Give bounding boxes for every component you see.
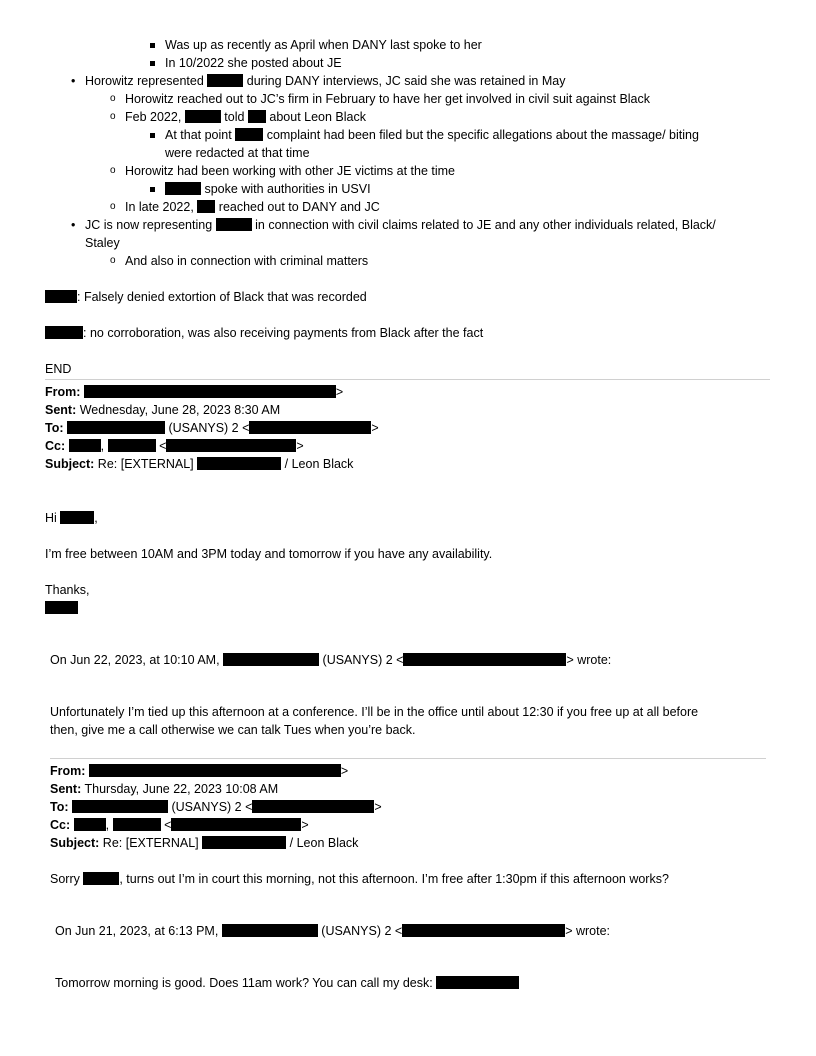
note-text: were redacted at that time xyxy=(165,146,310,160)
field-label: Subject: xyxy=(45,457,95,471)
field-label: Cc: xyxy=(50,818,71,832)
redaction xyxy=(235,128,263,141)
note-text: Horowitz reached out to JC’s firm in February to have her get involved in civil suit against Black xyxy=(125,92,651,106)
quote-text: On Jun 22, 2023, at 10:10 AM, xyxy=(50,653,220,667)
redaction xyxy=(89,764,341,777)
quote-body: then, give me a call otherwise we can talk Tues when you’re back. xyxy=(50,723,416,737)
note-item xyxy=(165,181,371,197)
email-sent xyxy=(50,781,278,797)
note-item xyxy=(165,37,482,53)
field-value: Re: [EXTERNAL] xyxy=(102,836,199,850)
redaction xyxy=(185,110,221,123)
note-item xyxy=(125,253,368,269)
greeting-text: Hi xyxy=(45,511,57,525)
note-item xyxy=(125,163,455,179)
field-value: / Leon Black xyxy=(289,836,359,850)
note-text: reached out to DANY and JC xyxy=(218,200,380,214)
quote-body: Unfortunately I’m tied up this afternoon at a conference. I’ll be in the office until about 12:30 if you free up at all before xyxy=(50,705,699,719)
note-text: At that point xyxy=(165,128,232,142)
field-label: To: xyxy=(50,800,69,814)
body-text: , turns out I’m in court this morning, not this afternoon. I’m free after 1:30pm if this afternoon works? xyxy=(119,872,669,886)
separator xyxy=(45,379,770,380)
redaction xyxy=(72,800,168,813)
email-signature xyxy=(45,600,78,616)
redaction xyxy=(171,818,301,831)
field-label: From: xyxy=(45,385,81,399)
quote-text: Tomorrow morning is good. Does 11am work? You can call my desk: xyxy=(55,976,433,990)
email-from: From: > xyxy=(50,764,349,778)
email-subject xyxy=(45,456,353,472)
note-text: Staley xyxy=(85,236,120,250)
email-greeting: Hi , xyxy=(45,511,98,525)
body-text: Sorry xyxy=(50,872,80,886)
redaction xyxy=(69,439,101,452)
end-marker: END xyxy=(45,362,72,376)
field-label: From: xyxy=(50,764,86,778)
note-text: In 10/2022 she posted about JE xyxy=(165,56,342,70)
field-value: Wednesday, June 28, 2023 8:30 AM xyxy=(79,403,281,417)
redaction xyxy=(45,326,83,339)
redaction xyxy=(436,976,519,989)
email-to: To: (USANYS) 2 < > xyxy=(50,800,382,814)
note-text: spoke with authorities in USVI xyxy=(204,182,371,196)
quote-body xyxy=(55,975,519,991)
field-value: Re: [EXTERNAL] xyxy=(97,457,194,471)
quote-text: > wrote: xyxy=(565,924,611,938)
email-body xyxy=(50,871,669,887)
field-value: / Leon Black xyxy=(284,457,354,471)
quote-text: (USANYS) 2 < xyxy=(322,653,404,667)
redaction xyxy=(249,421,371,434)
email-cc: Cc: , < > xyxy=(45,439,304,453)
email-signoff: Thanks, xyxy=(45,583,90,597)
separator xyxy=(50,758,766,759)
note-item xyxy=(85,73,565,89)
email-body: I’m free between 10AM and 3PM today and tomorrow if you have any availability. xyxy=(45,547,493,561)
redaction xyxy=(83,872,119,885)
redaction xyxy=(45,290,77,303)
redaction xyxy=(67,421,165,434)
email-subject xyxy=(50,835,358,851)
redaction xyxy=(197,457,281,470)
redaction xyxy=(222,924,318,937)
quote-text: On Jun 21, 2023, at 6:13 PM, xyxy=(55,924,219,938)
field-value: (USANYS) 2 < xyxy=(171,800,253,814)
note-item xyxy=(165,55,342,71)
redaction xyxy=(216,218,252,231)
email-to: To: (USANYS) 2 < > xyxy=(45,421,379,435)
note-text: in connection with civil claims related to JE and any other individuals related, Black/ xyxy=(255,218,716,232)
note-text: about Leon Black xyxy=(269,110,366,124)
redaction xyxy=(45,601,78,614)
note-item xyxy=(125,109,366,125)
email-cc: Cc: , < > xyxy=(50,818,309,832)
redaction xyxy=(202,836,286,849)
note-item xyxy=(125,199,380,215)
redaction xyxy=(165,182,201,195)
note-item xyxy=(85,217,716,233)
note-text: JC is now representing xyxy=(85,218,213,232)
redaction xyxy=(74,818,106,831)
redaction xyxy=(248,110,266,123)
redaction xyxy=(84,385,336,398)
note-text: told xyxy=(224,110,245,124)
note-text: : no corroboration, was also receiving payments from Black after the fact xyxy=(83,326,484,340)
note-item xyxy=(165,127,699,143)
field-label: Cc: xyxy=(45,439,66,453)
quote-text: (USANYS) 2 < xyxy=(321,924,403,938)
redaction xyxy=(108,439,156,452)
email-sent xyxy=(45,402,280,418)
note-text: complaint had been filed but the specific allegations about the massage/ biting xyxy=(266,128,699,142)
note-text: In late 2022, xyxy=(125,200,194,214)
redaction xyxy=(207,74,243,87)
note-item xyxy=(125,91,650,107)
note-paragraph xyxy=(45,325,483,341)
email-from: From: > xyxy=(45,385,344,399)
note-paragraph xyxy=(45,289,367,305)
redaction xyxy=(166,439,296,452)
redaction xyxy=(403,653,566,666)
redaction xyxy=(197,200,215,213)
redaction xyxy=(223,653,319,666)
field-label: Subject: xyxy=(50,836,100,850)
quote-header xyxy=(50,652,611,668)
quote-header xyxy=(55,923,610,939)
field-value: Thursday, June 22, 2023 10:08 AM xyxy=(84,782,279,796)
note-text: : Falsely denied extortion of Black that was recorded xyxy=(77,290,367,304)
note-text: And also in connection with criminal matters xyxy=(125,254,369,268)
field-label: To: xyxy=(45,421,64,435)
quote-text: > wrote: xyxy=(566,653,612,667)
note-text: Feb 2022, xyxy=(125,110,182,124)
field-label: Sent: xyxy=(45,403,77,417)
note-text: Was up as recently as April when DANY last spoke to her xyxy=(165,38,482,52)
note-text: during DANY interviews, JC said she was retained in May xyxy=(246,74,566,88)
field-value: (USANYS) 2 < xyxy=(168,421,250,435)
redaction xyxy=(113,818,161,831)
redaction xyxy=(60,511,94,524)
redaction xyxy=(402,924,565,937)
redaction xyxy=(252,800,374,813)
field-label: Sent: xyxy=(50,782,82,796)
note-text: Horowitz represented xyxy=(85,74,204,88)
note-text: Horowitz had been working with other JE victims at the time xyxy=(125,164,455,178)
